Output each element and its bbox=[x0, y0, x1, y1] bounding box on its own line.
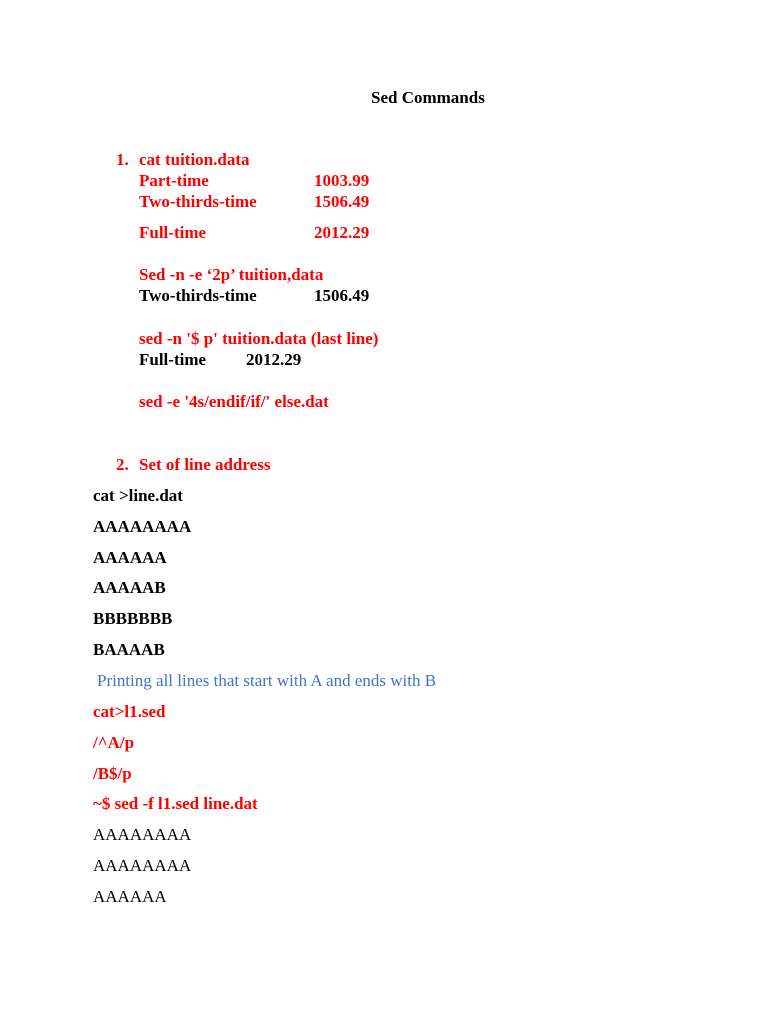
output-label: Two-thirds-time bbox=[139, 286, 257, 305]
output-line: AAAAAA bbox=[93, 887, 167, 906]
cmd-sed-run: ~$ sed -f l1.sed line.dat bbox=[93, 794, 258, 813]
data-line: BAAAAB bbox=[93, 640, 165, 659]
row-label: Full-time bbox=[139, 223, 207, 242]
row-label: Two-thirds-time bbox=[139, 192, 257, 211]
note-text: Printing all lines that start with A and ends with B bbox=[97, 671, 437, 690]
output-label: Full-time bbox=[139, 350, 207, 369]
cmd-cat-tuition: cat tuition.data bbox=[139, 150, 250, 169]
list-number-2: 2. bbox=[116, 455, 129, 474]
list-number-1: 1. bbox=[116, 150, 129, 169]
row-label: Part-time bbox=[139, 171, 209, 190]
row-value: 2012.29 bbox=[314, 223, 370, 242]
sed-pattern: /^A/p bbox=[93, 733, 135, 752]
data-line: BBBBBBB bbox=[93, 609, 173, 628]
row-value: 1506.49 bbox=[314, 192, 370, 211]
row-value: 1003.99 bbox=[314, 171, 370, 190]
sed-pattern: /B$/p bbox=[93, 764, 132, 783]
cmd-sed-last-line: sed -n '$ p' tuition.data (last line) bbox=[139, 329, 379, 348]
output-value: 1506.49 bbox=[314, 286, 370, 305]
section2-heading: Set of line address bbox=[139, 455, 271, 474]
data-line: AAAAAB bbox=[93, 578, 166, 597]
cmd-cat-sed: cat>l1.sed bbox=[93, 702, 166, 721]
cmd-sed-2p: Sed -n -e ‘2p’ tuition,data bbox=[139, 265, 324, 284]
output-line: AAAAAAAA bbox=[93, 856, 192, 875]
cmd-cat-line-dat: cat >line.dat bbox=[93, 486, 183, 505]
data-line: AAAAAA bbox=[93, 548, 167, 567]
page-title: Sed Commands bbox=[371, 88, 485, 107]
output-line: AAAAAAAA bbox=[93, 825, 192, 844]
data-line: AAAAAAAA bbox=[93, 517, 192, 536]
output-value: 2012.29 bbox=[246, 350, 302, 369]
cmd-sed-subst: sed -e '4s/endif/if/' else.dat bbox=[139, 392, 329, 411]
